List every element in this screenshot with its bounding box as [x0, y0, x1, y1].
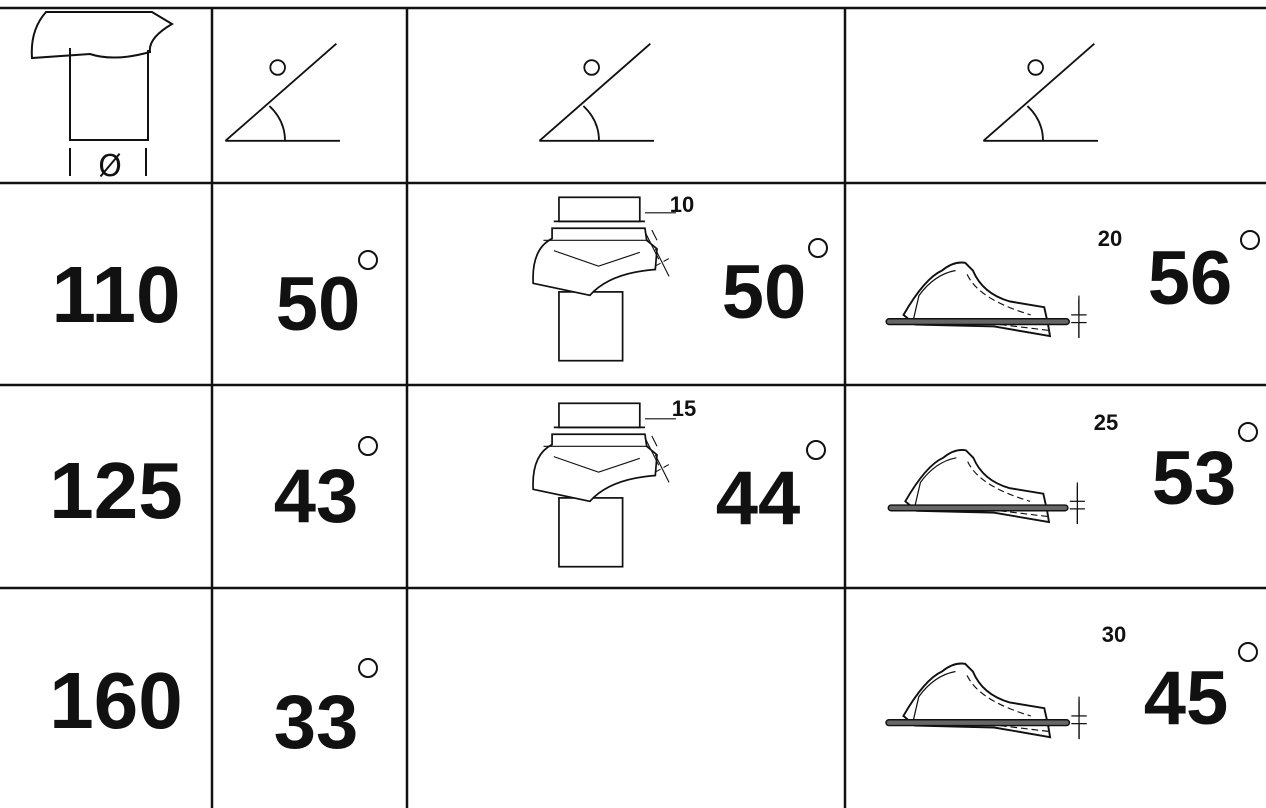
angle-value: 45: [1143, 656, 1229, 741]
angle-value: 50: [275, 262, 361, 347]
angle-value: 44: [715, 456, 801, 541]
flashing-plate-icon: [888, 450, 1085, 524]
degree-icon: [1239, 643, 1257, 661]
flashing-plate-icon: [886, 263, 1086, 338]
header-pipe-icon: [32, 12, 172, 184]
elbow-fitting-icon: [533, 197, 676, 360]
gap-label: 10: [669, 192, 695, 217]
degree-icon: [359, 437, 377, 455]
degree-icon: [1239, 423, 1257, 441]
diameter-value: 160: [49, 656, 183, 745]
diameter-value: 125: [49, 446, 183, 535]
gap-label: 15: [671, 396, 697, 421]
angle-icon: [983, 44, 1098, 141]
diameter-symbol: Ø: [98, 149, 122, 184]
degree-icon: [1241, 231, 1259, 249]
gap-label: 20: [1097, 226, 1123, 251]
angle-icon: [225, 44, 340, 141]
table-row: [51, 192, 1259, 361]
degree-icon: [359, 251, 377, 269]
angle-value: 43: [273, 454, 359, 539]
table-row: [49, 622, 1257, 765]
diameter-value: 110: [51, 250, 181, 339]
angle-value: 50: [721, 250, 807, 335]
table-row: [49, 396, 1257, 567]
flashing-plate-icon: [886, 663, 1087, 739]
degree-icon: [807, 441, 825, 459]
degree-icon: [809, 239, 827, 257]
angle-value: 53: [1151, 436, 1237, 521]
elbow-fitting-icon: [533, 403, 676, 566]
angle-icon: [539, 44, 654, 141]
angle-value: 33: [273, 680, 359, 765]
gap-label: 25: [1093, 410, 1119, 435]
gap-label: 30: [1101, 622, 1127, 647]
degree-icon: [359, 659, 377, 677]
angle-value: 56: [1147, 236, 1233, 321]
